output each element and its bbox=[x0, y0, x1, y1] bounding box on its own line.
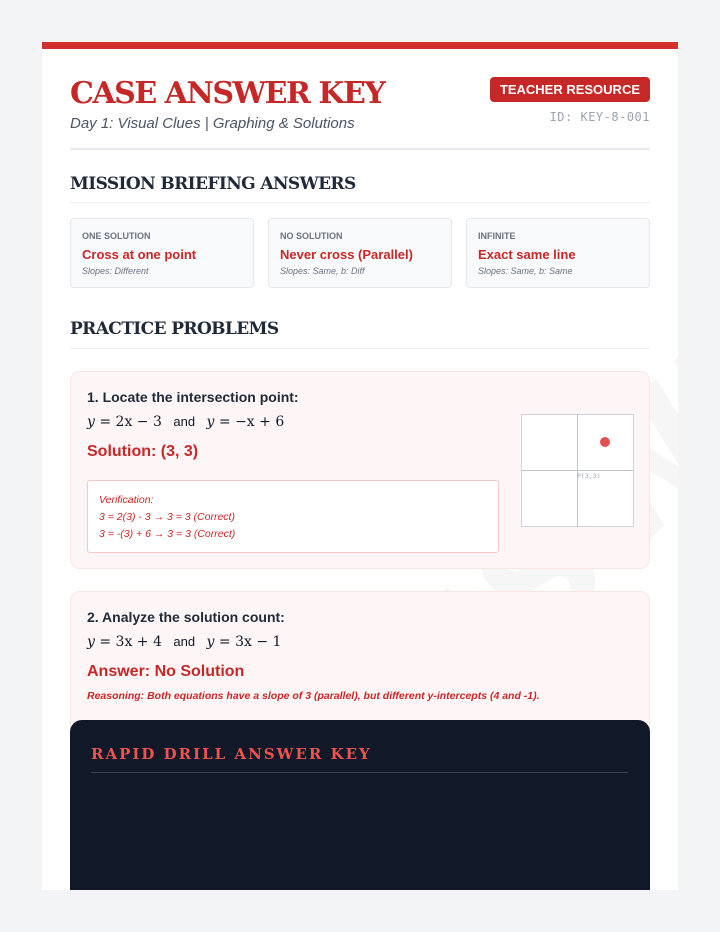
briefing-card-answer: Exact same line bbox=[478, 247, 576, 262]
verification-box bbox=[87, 480, 499, 553]
equation-2-rhs: = 3x − 1 bbox=[218, 634, 282, 650]
problem-2-reasoning: Reasoning: Both equations have a slope of 3 (parallel), but different y-intercepts (4 and -1). bbox=[87, 690, 540, 702]
problem-2-card bbox=[70, 591, 650, 741]
document-id: ID: KEY-8-001 bbox=[549, 110, 650, 124]
verification-line-1: 3 = 2(3) - 3 → 3 = 3 (Correct) bbox=[99, 511, 235, 523]
briefing-card-answer: Never cross (Parallel) bbox=[280, 247, 413, 262]
page-title: CASE ANSWER KEY bbox=[70, 76, 385, 111]
intersection-point-label: P(3,3) bbox=[577, 472, 601, 480]
problem-1-heading: 1. Locate the intersection point: bbox=[87, 389, 299, 405]
briefing-card-note: Slopes: Different bbox=[82, 266, 149, 276]
problem-2-equations bbox=[87, 634, 281, 650]
briefing-divider bbox=[70, 202, 650, 203]
teacher-resource-badge: TEACHER RESOURCE bbox=[490, 77, 650, 102]
briefing-card-note: Slopes: Same, b: Diff bbox=[280, 266, 365, 276]
briefing-card-no-solution bbox=[268, 218, 452, 288]
equation-1-rhs: = 2x − 3 bbox=[99, 414, 162, 430]
equation-connector: and bbox=[173, 414, 196, 429]
intersection-point bbox=[600, 437, 610, 447]
equation-variable: y bbox=[87, 634, 95, 650]
equation-1-rhs: = 3x + 4 bbox=[99, 634, 162, 650]
rapid-drill-divider bbox=[91, 772, 628, 773]
practice-section-title: PRACTICE PROBLEMS bbox=[70, 319, 279, 339]
page-subtitle: Day 1: Visual Clues | Graphing & Solutions bbox=[70, 115, 355, 132]
problem-1-equations bbox=[87, 414, 284, 430]
equation-variable: y bbox=[206, 634, 215, 650]
rapid-drill-title: RAPID DRILL ANSWER KEY bbox=[91, 745, 372, 763]
problem-2-answer: Answer: No Solution bbox=[87, 663, 245, 680]
verification-title: Verification: bbox=[99, 494, 154, 506]
briefing-card-answer: Cross at one point bbox=[82, 247, 197, 262]
briefing-section-title: MISSION BRIEFING ANSWERS bbox=[70, 174, 356, 194]
equation-variable: y bbox=[206, 414, 215, 430]
briefing-card-infinite bbox=[466, 218, 650, 288]
equation-variable: y bbox=[87, 414, 95, 430]
header-divider bbox=[70, 148, 650, 150]
problem-2-heading: 2. Analyze the solution count: bbox=[87, 609, 285, 625]
top-accent-bar bbox=[42, 42, 678, 49]
rapid-drill-panel bbox=[70, 720, 650, 890]
answer-key-page bbox=[42, 42, 678, 890]
verification-line-2: 3 = -(3) + 6 → 3 = 3 (Correct) bbox=[99, 528, 236, 540]
equation-2-rhs: = −x + 6 bbox=[218, 414, 285, 430]
equation-connector: and bbox=[173, 634, 196, 649]
briefing-card-one-solution bbox=[70, 218, 254, 288]
briefing-card-label: INFINITE bbox=[478, 231, 516, 241]
practice-divider bbox=[70, 348, 650, 349]
briefing-card-label: ONE SOLUTION bbox=[82, 231, 151, 241]
problem-1-card bbox=[70, 371, 650, 569]
briefing-card-label: NO SOLUTION bbox=[280, 231, 343, 241]
problem-1-solution: Solution: (3, 3) bbox=[87, 443, 199, 460]
briefing-card-note: Slopes: Same, b: Same bbox=[478, 266, 573, 276]
intersection-graph bbox=[521, 414, 634, 527]
